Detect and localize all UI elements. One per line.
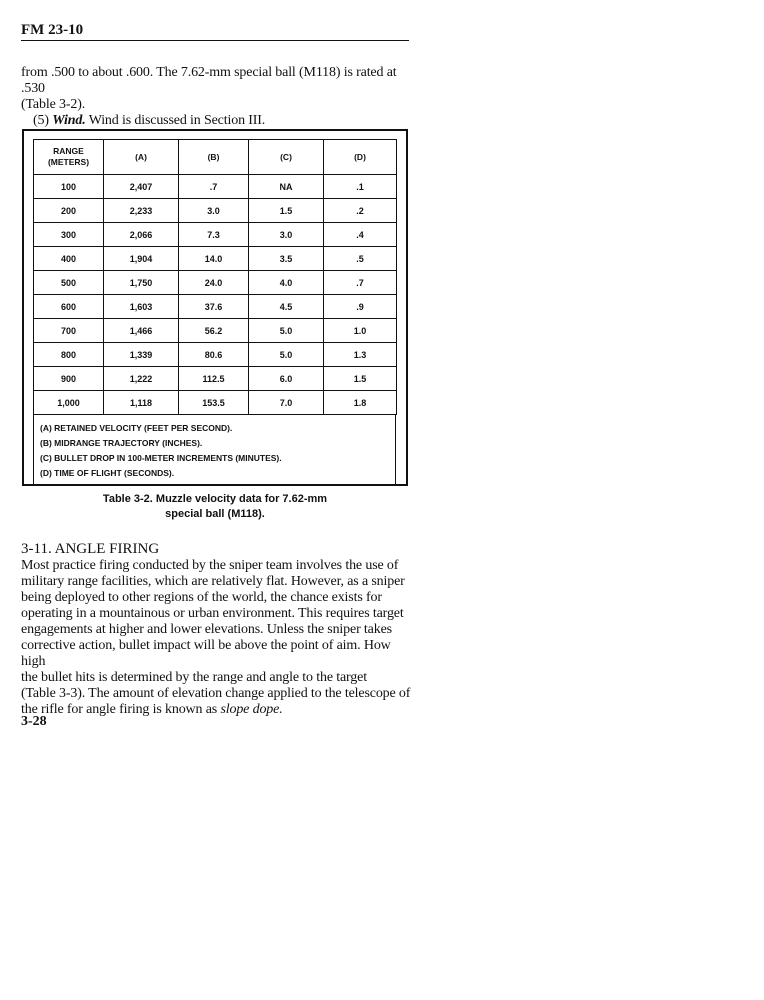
body-line: corrective action, bullet impact will be above the point of aim. How high — [21, 638, 391, 669]
cell-c: 5.0 — [249, 343, 324, 367]
header-d: (D) — [324, 140, 397, 175]
cell-b: 14.0 — [179, 247, 249, 271]
last-line-prefix: the rifle for angle firing is known as — [21, 702, 221, 717]
header-b: (B) — [179, 140, 249, 175]
cell-a: 1,222 — [104, 367, 179, 391]
page-header — [21, 22, 409, 41]
body-line: being deployed to other regions of the world, the chance exists for — [21, 590, 382, 605]
cell-b: 24.0 — [179, 271, 249, 295]
caption-line: special ball (M118). — [165, 508, 265, 520]
caption-line: Table 3-2. Muzzle velocity data for 7.62-mm — [102, 493, 328, 505]
section-body — [21, 558, 411, 718]
table-row — [34, 367, 397, 391]
table-row — [34, 391, 397, 415]
legend-item: (C) BULLET DROP IN 100-METER INCREMENTS (MINUTES). — [40, 453, 282, 463]
cell-range: 200 — [34, 199, 104, 223]
cell-a: 1,603 — [104, 295, 179, 319]
cell-a: 1,466 — [104, 319, 179, 343]
intro-line: from .500 to about .600. The 7.62-mm special ball (M118) is rated at .530 — [21, 65, 397, 96]
cell-d: .2 — [324, 199, 397, 223]
body-line: the bullet hits is determined by the range and angle to the target — [21, 670, 367, 685]
wind-line — [21, 113, 411, 129]
table-content — [33, 139, 396, 486]
table-legend — [33, 415, 396, 486]
cell-range: 1,000 — [34, 391, 104, 415]
table-row — [34, 343, 397, 367]
cell-c: 1.5 — [249, 199, 324, 223]
wind-text: Wind is discussed in Section III. — [85, 113, 266, 128]
cell-d: 1.5 — [324, 367, 397, 391]
body-line: operating in a mountainous or urban environment. This requires target — [21, 606, 404, 621]
cell-b: 37.6 — [179, 295, 249, 319]
cell-range: 900 — [34, 367, 104, 391]
intro-paragraph — [21, 65, 411, 129]
cell-range: 400 — [34, 247, 104, 271]
cell-d: .5 — [324, 247, 397, 271]
cell-d: .9 — [324, 295, 397, 319]
cell-range: 700 — [34, 319, 104, 343]
muzzle-velocity-table — [33, 139, 397, 415]
table-row — [34, 247, 397, 271]
cell-a: 1,118 — [104, 391, 179, 415]
page-number: 3-28 — [21, 714, 47, 729]
cell-c: NA — [249, 175, 324, 199]
header-c: (C) — [249, 140, 324, 175]
cell-d: .4 — [324, 223, 397, 247]
cell-range: 100 — [34, 175, 104, 199]
manual-id: FM 23-10 — [21, 22, 84, 38]
legend-item: (B) MIDRANGE TRAJECTORY (INCHES). — [40, 438, 203, 448]
cell-c: 3.0 — [249, 223, 324, 247]
cell-range: 300 — [34, 223, 104, 247]
cell-a: 1,750 — [104, 271, 179, 295]
table-row — [34, 199, 397, 223]
header-range-line1: RANGE — [53, 146, 84, 156]
cell-c: 4.0 — [249, 271, 324, 295]
header-range — [34, 140, 104, 175]
cell-a: 2,407 — [104, 175, 179, 199]
intro-line: (Table 3-2). — [21, 97, 86, 112]
slope-dope-term: slope dope. — [220, 702, 283, 717]
table-caption — [22, 492, 408, 522]
header-range-line2: (METERS) — [47, 157, 90, 167]
legend-item: (D) TIME OF FLIGHT (SECONDS). — [40, 468, 175, 478]
cell-a: 1,904 — [104, 247, 179, 271]
table-row — [34, 319, 397, 343]
table-row — [34, 295, 397, 319]
table-frame — [22, 129, 408, 486]
cell-a: 1,339 — [104, 343, 179, 367]
cell-b: 7.3 — [179, 223, 249, 247]
body-line: (Table 3-3). The amount of elevation change applied to the telescope of — [21, 686, 411, 701]
cell-b: 80.6 — [179, 343, 249, 367]
cell-d: .1 — [324, 175, 397, 199]
cell-d: .7 — [324, 271, 397, 295]
table-row — [34, 271, 397, 295]
table-header-row — [34, 140, 397, 175]
cell-d: 1.0 — [324, 319, 397, 343]
table-row — [34, 223, 397, 247]
cell-c: 4.5 — [249, 295, 324, 319]
header-a: (A) — [104, 140, 179, 175]
body-line: engagements at higher and lower elevations. Unless the sniper takes — [21, 622, 392, 637]
body-line: Most practice firing conducted by the sniper team involves the use of — [21, 558, 399, 573]
cell-c: 3.5 — [249, 247, 324, 271]
cell-c: 6.0 — [249, 367, 324, 391]
cell-c: 7.0 — [249, 391, 324, 415]
table-row — [34, 175, 397, 199]
cell-d: 1.3 — [324, 343, 397, 367]
cell-a: 2,066 — [104, 223, 179, 247]
legend-item: (A) RETAINED VELOCITY (FEET PER SECOND). — [40, 423, 233, 433]
cell-b: 56.2 — [179, 319, 249, 343]
cell-c: 5.0 — [249, 319, 324, 343]
cell-b: 153.5 — [179, 391, 249, 415]
body-line: military range facilities, which are relatively flat. However, as a sniper — [21, 574, 405, 589]
cell-range: 500 — [34, 271, 104, 295]
cell-b: .7 — [179, 175, 249, 199]
cell-range: 600 — [34, 295, 104, 319]
wind-prefix: (5) — [33, 113, 53, 128]
section-title: 3-11. ANGLE FIRING — [21, 541, 160, 557]
cell-b: 112.5 — [179, 367, 249, 391]
cell-b: 3.0 — [179, 199, 249, 223]
cell-range: 800 — [34, 343, 104, 367]
wind-term: Wind. — [52, 113, 86, 128]
cell-a: 2,233 — [104, 199, 179, 223]
cell-d: 1.8 — [324, 391, 397, 415]
body-line-last — [21, 702, 411, 718]
